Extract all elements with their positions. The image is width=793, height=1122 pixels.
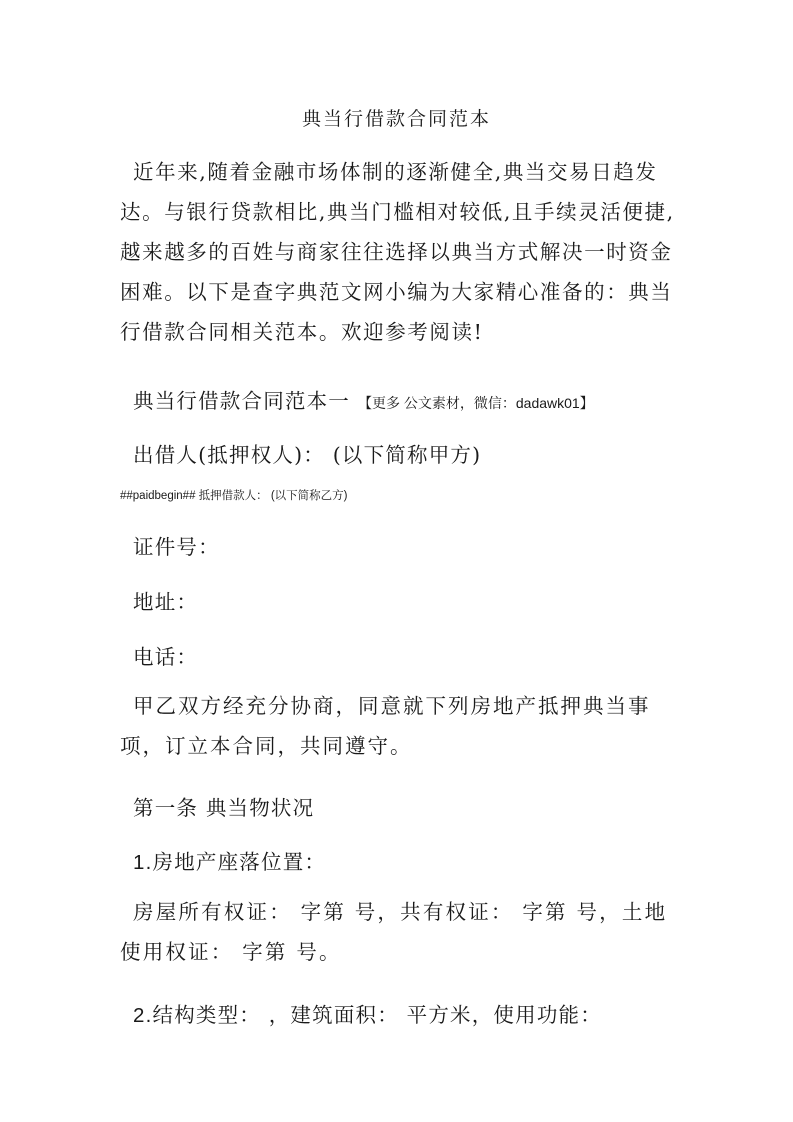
address-line: 地址： [133, 590, 199, 614]
item-2-text: 结构类型： ，建筑面积： 平方米，使用功能： [152, 1003, 602, 1027]
item-1-line [133, 845, 326, 875]
section-heading: 典当行借款合同范本一 [133, 389, 350, 413]
phone-line: 电话： [133, 645, 199, 669]
lender-line: 出借人(抵押权人)： (以下简称甲方) [133, 443, 482, 467]
article-1-heading: 第一条 典当物状况 [133, 796, 315, 820]
item-1-text: 房地产座落位置： [152, 850, 327, 874]
id-number-line: 证件号： [133, 535, 220, 559]
ad-text: 【更多 公文素材，微信：dadawk01】 [358, 395, 594, 411]
agreement-paragraph: 甲乙双方经充分协商，同意就下列房地产抵押典当事项，订立本合同，共同遵守。 [120, 694, 651, 758]
intro-paragraph: 近年来,随着金融市场体制的逐渐健全,典当交易日趋发达。与银行贷款相比,典当门槛相对较低,且手续灵活便捷,越来越多的百姓与商家往往选择以典当方式解决一时资金困难。以下是查字典范文网小编为大家精心准备的：典当行借款合同相关范本。欢迎参考阅读! [120, 160, 675, 344]
borrower-line: ##paidbegin## 抵押借款人： (以下简称乙方) [120, 490, 348, 502]
item-1-number: 1. [133, 851, 153, 874]
section-heading-line [133, 384, 594, 414]
certificates-paragraph: 房屋所有权证： 字第 号，共有权证： 字第 号，土地使用权证： 字第 号。 [120, 900, 668, 964]
item-2-line [133, 998, 602, 1028]
document-title: 典当行借款合同范本 [301, 108, 491, 130]
item-2-number: 2. [133, 1004, 153, 1027]
